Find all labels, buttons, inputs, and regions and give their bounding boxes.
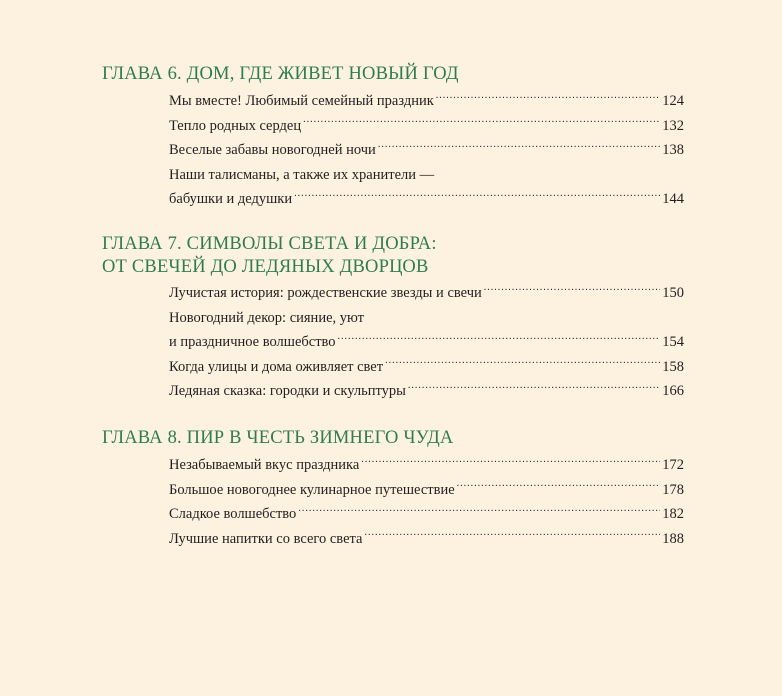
chapter-8 <box>102 427 682 551</box>
toc-entry[interactable] <box>169 281 684 306</box>
dot-leader <box>298 504 660 518</box>
page-number: 154 <box>662 334 684 350</box>
dot-leader <box>378 140 660 154</box>
dot-leader <box>484 283 660 297</box>
page-number: 124 <box>662 93 684 109</box>
dot-leader <box>408 381 660 395</box>
dot-leader <box>457 480 661 494</box>
dot-leader <box>303 116 660 130</box>
dot-leader <box>361 455 660 469</box>
entry-title: Незабываемый вкус праздника <box>169 457 360 473</box>
entry-list <box>102 453 682 551</box>
chapter-title <box>102 233 682 279</box>
entry-title-line-2: бабушки и дедушки <box>169 191 293 207</box>
page-number: 150 <box>662 285 684 301</box>
entry-title: Лучистая история: рождественские звезды и свечи <box>169 285 482 301</box>
toc-entry[interactable] <box>169 527 684 552</box>
entry-title: Когда улицы и дома оживляет свет <box>169 358 384 375</box>
entry-title-line-1: Наши талисманы, а также их хранители — <box>169 166 435 183</box>
entry-title: Веселые забавы новогодней ночи <box>169 142 376 158</box>
toc-entry[interactable] <box>169 89 684 114</box>
entry-title-line-2: и праздничное волшебство <box>169 334 336 350</box>
toc-entry[interactable] <box>169 163 684 212</box>
entry-title-line-1: Новогодний декор: сияние, уют <box>169 309 364 326</box>
dot-leader <box>294 189 660 203</box>
entry-list <box>102 89 682 212</box>
entry-title: Лучшие напитки со всего света <box>169 530 363 547</box>
chapter-title-line: ГЛАВА 7. СИМВОЛЫ СВЕТА И ДОБРА: <box>102 234 437 254</box>
toc-entry[interactable] <box>169 114 684 139</box>
toc-entry[interactable] <box>169 453 684 478</box>
dot-leader <box>338 332 661 346</box>
toc-entry[interactable] <box>169 306 684 355</box>
entry-title: Ледяная сказка: городки и скульптуры <box>169 383 406 399</box>
chapter-title-line: ГЛАВА 8. ПИР В ЧЕСТЬ ЗИМНЕГО ЧУДА <box>102 428 454 448</box>
entry-title: Сладкое волшебство <box>169 506 297 522</box>
page-number: 138 <box>662 142 684 158</box>
dot-leader <box>436 91 660 105</box>
chapter-7 <box>102 233 682 404</box>
page-number: 144 <box>662 191 684 207</box>
page-number: 178 <box>662 481 684 498</box>
toc-entry[interactable] <box>169 502 684 527</box>
chapter-title <box>102 63 682 86</box>
page-number: 182 <box>662 506 684 522</box>
page-number: 158 <box>662 358 684 375</box>
chapter-title-line: ГЛАВА 6. ДОМ, ГДЕ ЖИВЕТ НОВЫЙ ГОД <box>102 64 459 84</box>
page-number: 166 <box>662 383 684 399</box>
dot-leader <box>385 357 660 371</box>
toc-entry[interactable] <box>169 138 684 163</box>
chapter-6 <box>102 63 682 212</box>
toc-entry[interactable] <box>169 355 684 380</box>
chapter-title <box>102 427 682 450</box>
toc-entry[interactable] <box>169 478 684 503</box>
toc-entry[interactable] <box>169 379 684 404</box>
page-number: 188 <box>662 530 684 547</box>
page-number: 172 <box>662 457 684 473</box>
dot-leader <box>364 529 660 543</box>
entry-title: Тепло родных сердец <box>169 117 302 134</box>
entry-title: Мы вместе! Любимый семейный праздник <box>169 93 434 109</box>
page-number: 132 <box>662 117 684 134</box>
chapter-title-line: ОТ СВЕЧЕЙ ДО ЛЕДЯНЫХ ДВОРЦОВ <box>102 257 429 277</box>
entry-list <box>102 281 682 404</box>
entry-title: Большое новогоднее кулинарное путешествие <box>169 481 455 498</box>
